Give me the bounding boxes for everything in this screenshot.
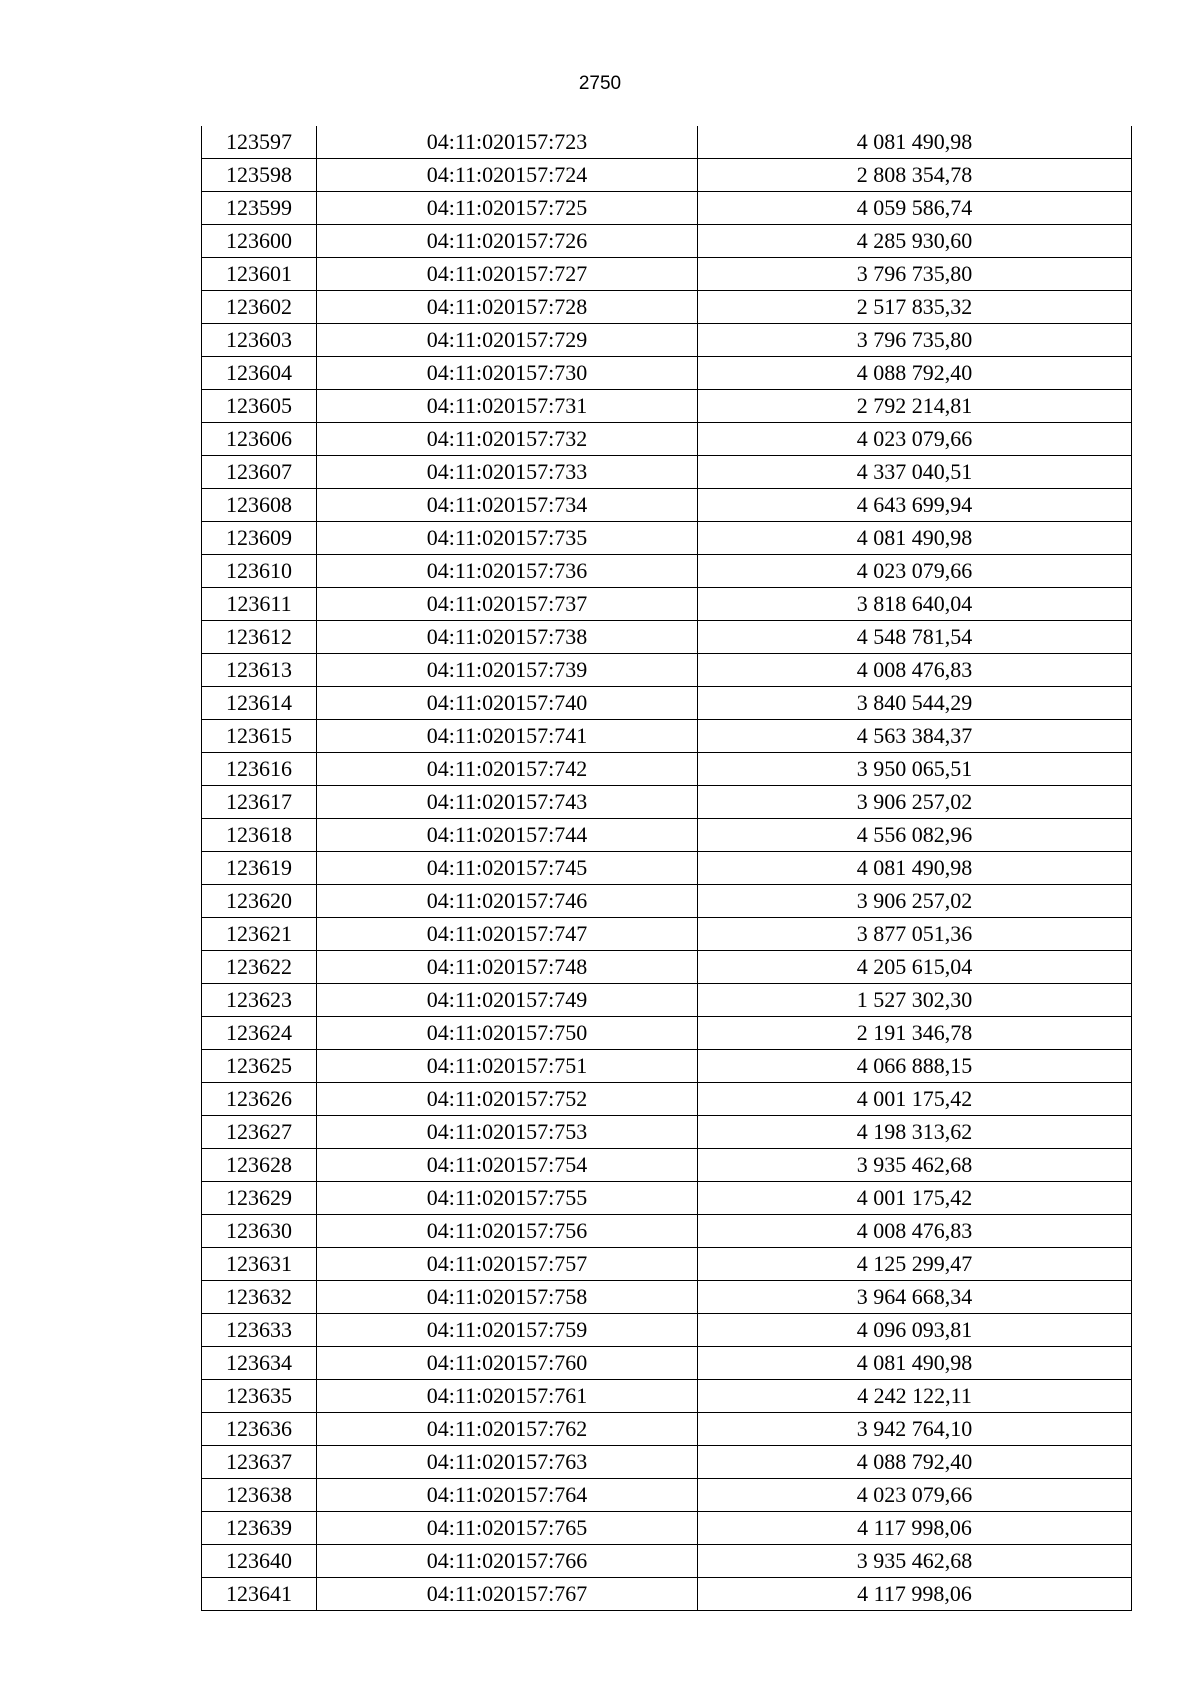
table-row bbox=[202, 324, 1132, 357]
cadastral-number-cell: 04:11:020157:743 bbox=[317, 786, 698, 819]
table-body bbox=[202, 126, 1132, 1611]
cadastral-number-cell: 04:11:020157:736 bbox=[317, 555, 698, 588]
value-cell: 4 059 586,74 bbox=[698, 192, 1132, 225]
value-cell: 4 023 079,66 bbox=[698, 555, 1132, 588]
cadastral-number-cell: 04:11:020157:740 bbox=[317, 687, 698, 720]
row-number-cell: 123633 bbox=[202, 1314, 317, 1347]
value-cell: 3 877 051,36 bbox=[698, 918, 1132, 951]
table-row bbox=[202, 1446, 1132, 1479]
cadastral-number-cell: 04:11:020157:731 bbox=[317, 390, 698, 423]
row-number-cell: 123607 bbox=[202, 456, 317, 489]
table-row bbox=[202, 1578, 1132, 1611]
table-row bbox=[202, 1149, 1132, 1182]
cadastral-number-cell: 04:11:020157:733 bbox=[317, 456, 698, 489]
row-number-cell: 123618 bbox=[202, 819, 317, 852]
table-row bbox=[202, 918, 1132, 951]
table-row bbox=[202, 753, 1132, 786]
value-cell: 4 081 490,98 bbox=[698, 852, 1132, 885]
value-cell: 4 023 079,66 bbox=[698, 423, 1132, 456]
cadastral-number-cell: 04:11:020157:766 bbox=[317, 1545, 698, 1578]
table-row bbox=[202, 1017, 1132, 1050]
row-number-cell: 123603 bbox=[202, 324, 317, 357]
row-number-cell: 123604 bbox=[202, 357, 317, 390]
table-row bbox=[202, 1083, 1132, 1116]
table-row bbox=[202, 984, 1132, 1017]
table-row bbox=[202, 192, 1132, 225]
value-cell: 4 548 781,54 bbox=[698, 621, 1132, 654]
row-number-cell: 123620 bbox=[202, 885, 317, 918]
table-row bbox=[202, 1545, 1132, 1578]
value-cell: 4 096 093,81 bbox=[698, 1314, 1132, 1347]
row-number-cell: 123623 bbox=[202, 984, 317, 1017]
value-cell: 3 935 462,68 bbox=[698, 1149, 1132, 1182]
table-row bbox=[202, 159, 1132, 192]
table-row bbox=[202, 951, 1132, 984]
value-cell: 2 808 354,78 bbox=[698, 159, 1132, 192]
row-number-cell: 123634 bbox=[202, 1347, 317, 1380]
table-row bbox=[202, 555, 1132, 588]
row-number-cell: 123617 bbox=[202, 786, 317, 819]
value-cell: 4 001 175,42 bbox=[698, 1083, 1132, 1116]
value-cell: 4 556 082,96 bbox=[698, 819, 1132, 852]
cadastral-number-cell: 04:11:020157:761 bbox=[317, 1380, 698, 1413]
cadastral-number-cell: 04:11:020157:727 bbox=[317, 258, 698, 291]
value-cell: 4 242 122,11 bbox=[698, 1380, 1132, 1413]
value-cell: 4 643 699,94 bbox=[698, 489, 1132, 522]
value-cell: 3 942 764,10 bbox=[698, 1413, 1132, 1446]
row-number-cell: 123599 bbox=[202, 192, 317, 225]
cadastral-number-cell: 04:11:020157:726 bbox=[317, 225, 698, 258]
row-number-cell: 123610 bbox=[202, 555, 317, 588]
value-cell: 3 950 065,51 bbox=[698, 753, 1132, 786]
cadastral-number-cell: 04:11:020157:749 bbox=[317, 984, 698, 1017]
value-cell: 4 001 175,42 bbox=[698, 1182, 1132, 1215]
value-cell: 4 285 930,60 bbox=[698, 225, 1132, 258]
table-row bbox=[202, 1281, 1132, 1314]
table-row bbox=[202, 885, 1132, 918]
value-cell: 4 088 792,40 bbox=[698, 1446, 1132, 1479]
cadastral-number-cell: 04:11:020157:739 bbox=[317, 654, 698, 687]
value-cell: 4 081 490,98 bbox=[698, 522, 1132, 555]
cadastral-value-table bbox=[201, 126, 1132, 1611]
cadastral-number-cell: 04:11:020157:757 bbox=[317, 1248, 698, 1281]
row-number-cell: 123605 bbox=[202, 390, 317, 423]
value-cell: 4 081 490,98 bbox=[698, 126, 1132, 159]
table-row bbox=[202, 1314, 1132, 1347]
value-cell: 4 066 888,15 bbox=[698, 1050, 1132, 1083]
value-cell: 4 008 476,83 bbox=[698, 1215, 1132, 1248]
cadastral-number-cell: 04:11:020157:758 bbox=[317, 1281, 698, 1314]
cadastral-number-cell: 04:11:020157:752 bbox=[317, 1083, 698, 1116]
value-cell: 4 117 998,06 bbox=[698, 1512, 1132, 1545]
value-cell: 3 906 257,02 bbox=[698, 885, 1132, 918]
cadastral-number-cell: 04:11:020157:744 bbox=[317, 819, 698, 852]
table-row bbox=[202, 1380, 1132, 1413]
value-cell: 4 081 490,98 bbox=[698, 1347, 1132, 1380]
table-row bbox=[202, 1413, 1132, 1446]
table-row bbox=[202, 1050, 1132, 1083]
cadastral-number-cell: 04:11:020157:764 bbox=[317, 1479, 698, 1512]
table-row bbox=[202, 720, 1132, 753]
table-row bbox=[202, 423, 1132, 456]
row-number-cell: 123614 bbox=[202, 687, 317, 720]
row-number-cell: 123622 bbox=[202, 951, 317, 984]
table-row bbox=[202, 225, 1132, 258]
value-cell: 3 818 640,04 bbox=[698, 588, 1132, 621]
table-row bbox=[202, 1248, 1132, 1281]
table-row bbox=[202, 819, 1132, 852]
row-number-cell: 123639 bbox=[202, 1512, 317, 1545]
row-number-cell: 123611 bbox=[202, 588, 317, 621]
row-number-cell: 123641 bbox=[202, 1578, 317, 1611]
cadastral-number-cell: 04:11:020157:745 bbox=[317, 852, 698, 885]
table-row bbox=[202, 621, 1132, 654]
row-number-cell: 123621 bbox=[202, 918, 317, 951]
cadastral-number-cell: 04:11:020157:723 bbox=[317, 126, 698, 159]
page-number: 2750 bbox=[578, 73, 622, 94]
row-number-cell: 123636 bbox=[202, 1413, 317, 1446]
cadastral-number-cell: 04:11:020157:746 bbox=[317, 885, 698, 918]
table-row bbox=[202, 489, 1132, 522]
value-cell: 3 935 462,68 bbox=[698, 1545, 1132, 1578]
cadastral-number-cell: 04:11:020157:729 bbox=[317, 324, 698, 357]
value-cell: 2 191 346,78 bbox=[698, 1017, 1132, 1050]
row-number-cell: 123630 bbox=[202, 1215, 317, 1248]
row-number-cell: 123635 bbox=[202, 1380, 317, 1413]
value-cell: 4 117 998,06 bbox=[698, 1578, 1132, 1611]
cadastral-number-cell: 04:11:020157:724 bbox=[317, 159, 698, 192]
value-cell: 4 088 792,40 bbox=[698, 357, 1132, 390]
value-cell: 4 023 079,66 bbox=[698, 1479, 1132, 1512]
row-number-cell: 123638 bbox=[202, 1479, 317, 1512]
value-cell: 4 125 299,47 bbox=[698, 1248, 1132, 1281]
row-number-cell: 123627 bbox=[202, 1116, 317, 1149]
row-number-cell: 123600 bbox=[202, 225, 317, 258]
cadastral-number-cell: 04:11:020157:735 bbox=[317, 522, 698, 555]
row-number-cell: 123626 bbox=[202, 1083, 317, 1116]
cadastral-number-cell: 04:11:020157:765 bbox=[317, 1512, 698, 1545]
table-row bbox=[202, 1512, 1132, 1545]
table-row bbox=[202, 687, 1132, 720]
cadastral-number-cell: 04:11:020157:748 bbox=[317, 951, 698, 984]
table-row bbox=[202, 357, 1132, 390]
value-cell: 4 008 476,83 bbox=[698, 654, 1132, 687]
value-cell: 3 796 735,80 bbox=[698, 258, 1132, 291]
cadastral-number-cell: 04:11:020157:747 bbox=[317, 918, 698, 951]
row-number-cell: 123609 bbox=[202, 522, 317, 555]
table-row bbox=[202, 522, 1132, 555]
table-row bbox=[202, 456, 1132, 489]
row-number-cell: 123637 bbox=[202, 1446, 317, 1479]
table-row bbox=[202, 786, 1132, 819]
row-number-cell: 123625 bbox=[202, 1050, 317, 1083]
row-number-cell: 123598 bbox=[202, 159, 317, 192]
value-cell: 4 205 615,04 bbox=[698, 951, 1132, 984]
row-number-cell: 123597 bbox=[202, 126, 317, 159]
cadastral-number-cell: 04:11:020157:728 bbox=[317, 291, 698, 324]
cadastral-number-cell: 04:11:020157:734 bbox=[317, 489, 698, 522]
cadastral-number-cell: 04:11:020157:755 bbox=[317, 1182, 698, 1215]
row-number-cell: 123640 bbox=[202, 1545, 317, 1578]
row-number-cell: 123606 bbox=[202, 423, 317, 456]
row-number-cell: 123631 bbox=[202, 1248, 317, 1281]
cadastral-number-cell: 04:11:020157:756 bbox=[317, 1215, 698, 1248]
value-cell: 4 563 384,37 bbox=[698, 720, 1132, 753]
cadastral-number-cell: 04:11:020157:767 bbox=[317, 1578, 698, 1611]
value-cell: 4 337 040,51 bbox=[698, 456, 1132, 489]
table-row bbox=[202, 852, 1132, 885]
table-row bbox=[202, 1182, 1132, 1215]
row-number-cell: 123602 bbox=[202, 291, 317, 324]
row-number-cell: 123628 bbox=[202, 1149, 317, 1182]
value-cell: 4 198 313,62 bbox=[698, 1116, 1132, 1149]
table-row bbox=[202, 1116, 1132, 1149]
row-number-cell: 123619 bbox=[202, 852, 317, 885]
row-number-cell: 123624 bbox=[202, 1017, 317, 1050]
cadastral-number-cell: 04:11:020157:760 bbox=[317, 1347, 698, 1380]
row-number-cell: 123632 bbox=[202, 1281, 317, 1314]
row-number-cell: 123629 bbox=[202, 1182, 317, 1215]
table-row bbox=[202, 1479, 1132, 1512]
table-row bbox=[202, 390, 1132, 423]
cadastral-number-cell: 04:11:020157:763 bbox=[317, 1446, 698, 1479]
cadastral-number-cell: 04:11:020157:730 bbox=[317, 357, 698, 390]
row-number-cell: 123613 bbox=[202, 654, 317, 687]
table-row bbox=[202, 258, 1132, 291]
value-cell: 3 964 668,34 bbox=[698, 1281, 1132, 1314]
cadastral-number-cell: 04:11:020157:751 bbox=[317, 1050, 698, 1083]
cadastral-number-cell: 04:11:020157:741 bbox=[317, 720, 698, 753]
cadastral-number-cell: 04:11:020157:737 bbox=[317, 588, 698, 621]
table-row bbox=[202, 1215, 1132, 1248]
value-cell: 3 796 735,80 bbox=[698, 324, 1132, 357]
value-cell: 2 517 835,32 bbox=[698, 291, 1132, 324]
row-number-cell: 123616 bbox=[202, 753, 317, 786]
cadastral-number-cell: 04:11:020157:725 bbox=[317, 192, 698, 225]
cadastral-number-cell: 04:11:020157:750 bbox=[317, 1017, 698, 1050]
table-row bbox=[202, 291, 1132, 324]
cadastral-number-cell: 04:11:020157:732 bbox=[317, 423, 698, 456]
cadastral-number-cell: 04:11:020157:742 bbox=[317, 753, 698, 786]
row-number-cell: 123608 bbox=[202, 489, 317, 522]
cadastral-number-cell: 04:11:020157:759 bbox=[317, 1314, 698, 1347]
cadastral-number-cell: 04:11:020157:753 bbox=[317, 1116, 698, 1149]
cadastral-number-cell: 04:11:020157:738 bbox=[317, 621, 698, 654]
value-cell: 2 792 214,81 bbox=[698, 390, 1132, 423]
row-number-cell: 123615 bbox=[202, 720, 317, 753]
table-row bbox=[202, 1347, 1132, 1380]
table-row bbox=[202, 588, 1132, 621]
value-cell: 1 527 302,30 bbox=[698, 984, 1132, 1017]
cadastral-number-cell: 04:11:020157:762 bbox=[317, 1413, 698, 1446]
value-cell: 3 840 544,29 bbox=[698, 687, 1132, 720]
row-number-cell: 123601 bbox=[202, 258, 317, 291]
value-cell: 3 906 257,02 bbox=[698, 786, 1132, 819]
table-row bbox=[202, 126, 1132, 159]
row-number-cell: 123612 bbox=[202, 621, 317, 654]
cadastral-number-cell: 04:11:020157:754 bbox=[317, 1149, 698, 1182]
table-row bbox=[202, 654, 1132, 687]
